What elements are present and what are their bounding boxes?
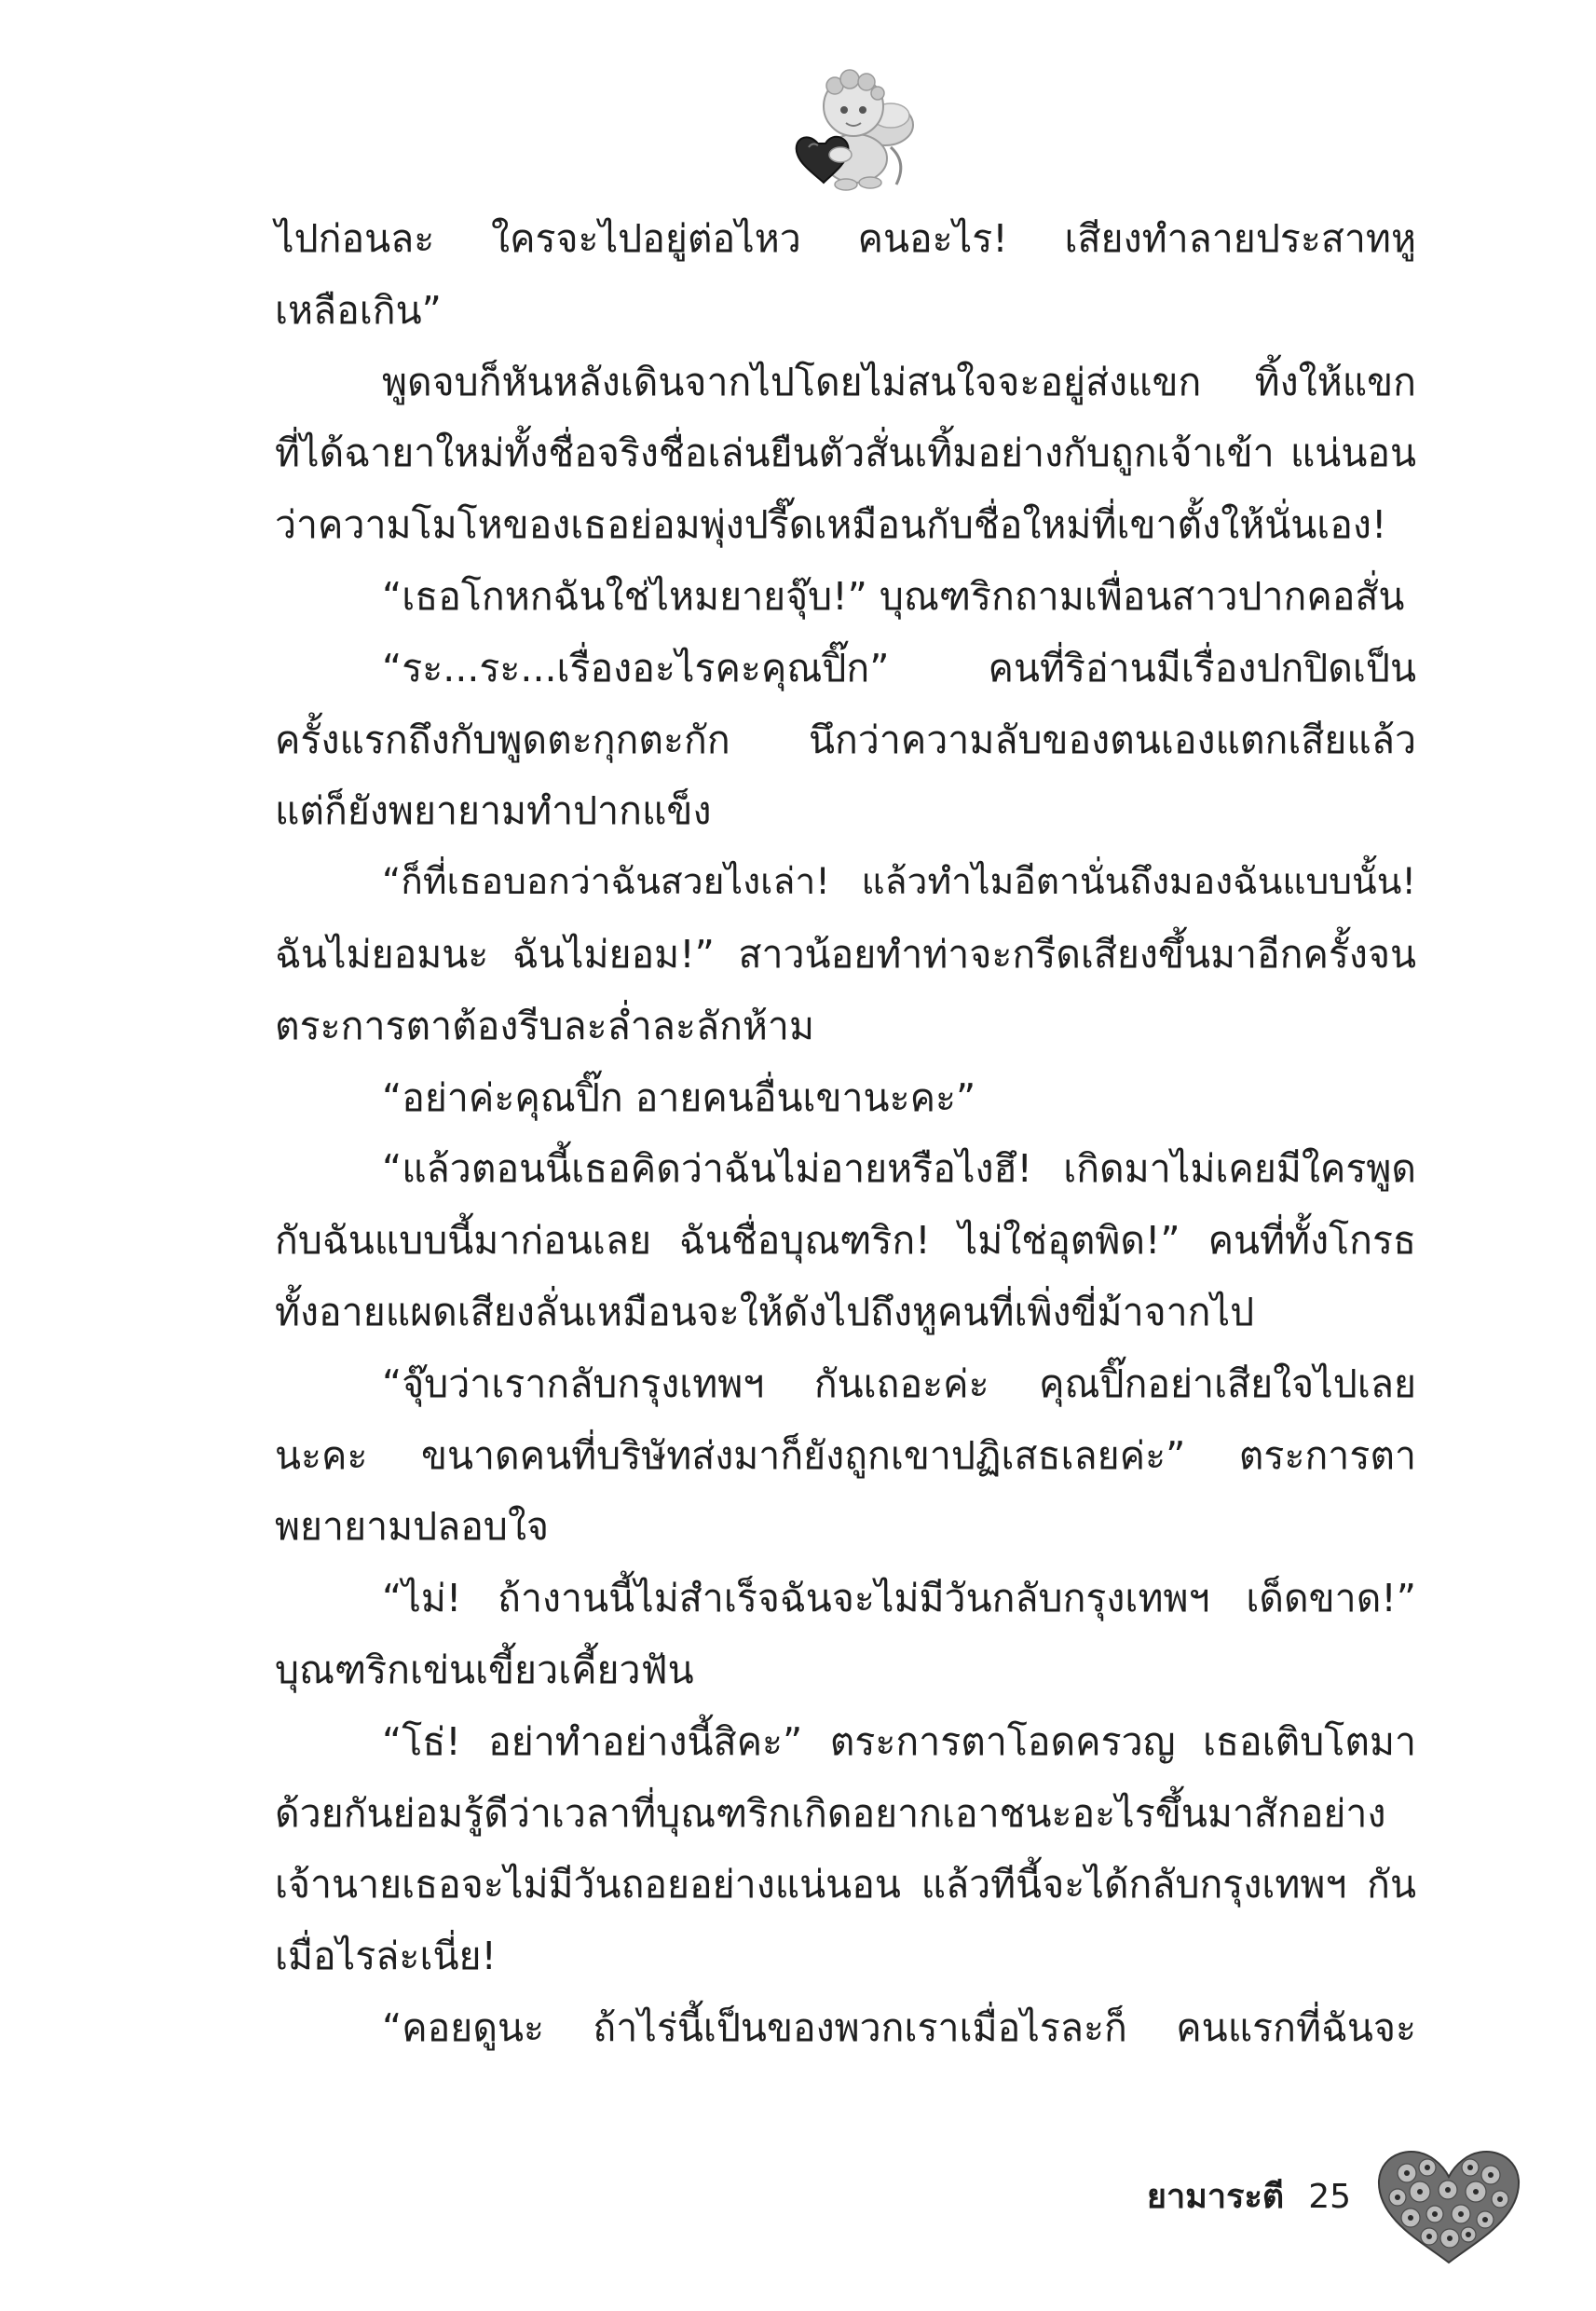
- body-text: [275, 203, 1416, 2064]
- page-number: 25: [1308, 2178, 1351, 2216]
- text-line: พยายามปลอบใจ: [275, 1504, 549, 1550]
- text-line: เหลือเกิน”: [275, 287, 442, 333]
- text-line: “แล้วตอนนี้เธอคิดว่าฉันไม่อายหรือไงฮึ! เกิดมาไม่เคยมีใครพูด: [382, 1146, 1416, 1192]
- text-line: กับฉันแบบนี้มาก่อนเลย ฉันชื่อบุณฑริก! ไม่ใช่อุตพิด!” คนที่ทั้งโกรธ: [275, 1218, 1416, 1264]
- page-footer: [1025, 2140, 1528, 2251]
- cupid-with-heart-icon: [781, 58, 921, 198]
- text-line: ฉันไม่ยอมนะ ฉันไม่ยอม!” สาวน้อยทำท่าจะกรีดเสียงขึ้นมาอีกครั้งจน: [275, 931, 1416, 977]
- text-line: ด้วยกันย่อมรู้ดีว่าเวลาที่บุณฑริกเกิดอยากเอาชนะอะไรขึ้นมาสักอย่าง: [275, 1790, 1386, 1836]
- footer-label: [1147, 2169, 1351, 2222]
- text-line: ที่ได้ฉายาใหม่ทั้งชื่อจริงชื่อเล่นยืนตัวสั่นเทิ้มอย่างกับถูกเจ้าเข้า แน่นอน: [275, 431, 1416, 476]
- text-line: “โธ่! อย่าทำอย่างนี้สิคะ” ตระการตาโอดครวญ เธอเติบโตมา: [382, 1718, 1416, 1764]
- text-line: พูดจบก็หันหลังเดินจากไปโดยไม่สนใจจะอยู่ส่งแขก ทิ้งให้แขก: [382, 359, 1416, 404]
- text-line: “ก็ที่เธอบอกว่าฉันสวยไงเล่า! แล้วทำไมอีตานั่นถึงมองฉันแบบนั้น!: [382, 861, 1416, 904]
- text-line: “ไม่! ถ้างานนี้ไม่สำเร็จฉันจะไม่มีวันกลับกรุงเทพฯ เด็ดขาด!”: [382, 1576, 1416, 1621]
- text-line: “เธอโกหกฉันใช่ไหมยายจุ๊บ!” บุณฑริกถามเพื่อนสาวปากคอสั่น: [382, 573, 1405, 619]
- text-line: “คอยดูนะ ถ้าไร่นี้เป็นของพวกเราเมื่อไรละก็ คนแรกที่ฉันจะ: [382, 2004, 1416, 2050]
- text-line: ครั้งแรกถึงกับพูดตะกุกตะกัก นึกว่าความลับของตนเองแตกเสียแล้ว: [275, 717, 1416, 762]
- text-line: นะคะ ขนาดคนที่บริษัทส่งมาก็ยังถูกเขาปฏิเสธเลยค่ะ” ตระการตา: [275, 1432, 1416, 1478]
- text-line: เมื่อไรล่ะเนี่ย!: [275, 1934, 497, 1979]
- book-title: ยามาระตี: [1146, 2178, 1285, 2216]
- text-line: เจ้านายเธอจะไม่มีวันถอยอย่างแน่นอน แล้วทีนี้จะได้กลับกรุงเทพฯ กัน: [275, 1862, 1416, 1908]
- flower-heart-icon: [1370, 2140, 1528, 2270]
- text-line: “ระ...ระ...เรื่องอะไรคะคุณปิ๊ก” คนที่ริอ่านมีเรื่องปกปิดเป็น: [382, 645, 1416, 691]
- text-line: “จุ๊บว่าเรากลับกรุงเทพฯ กันเถอะค่ะ คุณปิ๊กอย่าเสียใจไปเลย: [382, 1361, 1416, 1406]
- text-line: “อย่าค่ะคุณปิ๊ก อายคนอื่นเขานะคะ”: [382, 1074, 976, 1120]
- text-line: แต่ก็ยังพยายามทำปากแข็ง: [275, 788, 712, 834]
- text-line: ไปก่อนละ ใครจะไปอยู่ต่อไหว คนอะไร! เสียงทำลายประสาทหู: [275, 216, 1416, 261]
- text-line: ว่าความโมโหของเธอย่อมพุ่งปรี๊ดเหมือนกับชื่อใหม่ที่เขาตั้งให้นั่นเอง!: [275, 502, 1387, 548]
- text-line: บุณฑริกเข่นเขี้ยวเคี้ยวฟัน: [275, 1647, 694, 1692]
- text-line: ตระการตาต้องรีบละล่ำละลักห้าม: [275, 1003, 814, 1048]
- text-line: ทั้งอายแผดเสียงลั่นเหมือนจะให้ดังไปถึงหูคนที่เพิ่งขี่ม้าจากไป: [275, 1289, 1255, 1334]
